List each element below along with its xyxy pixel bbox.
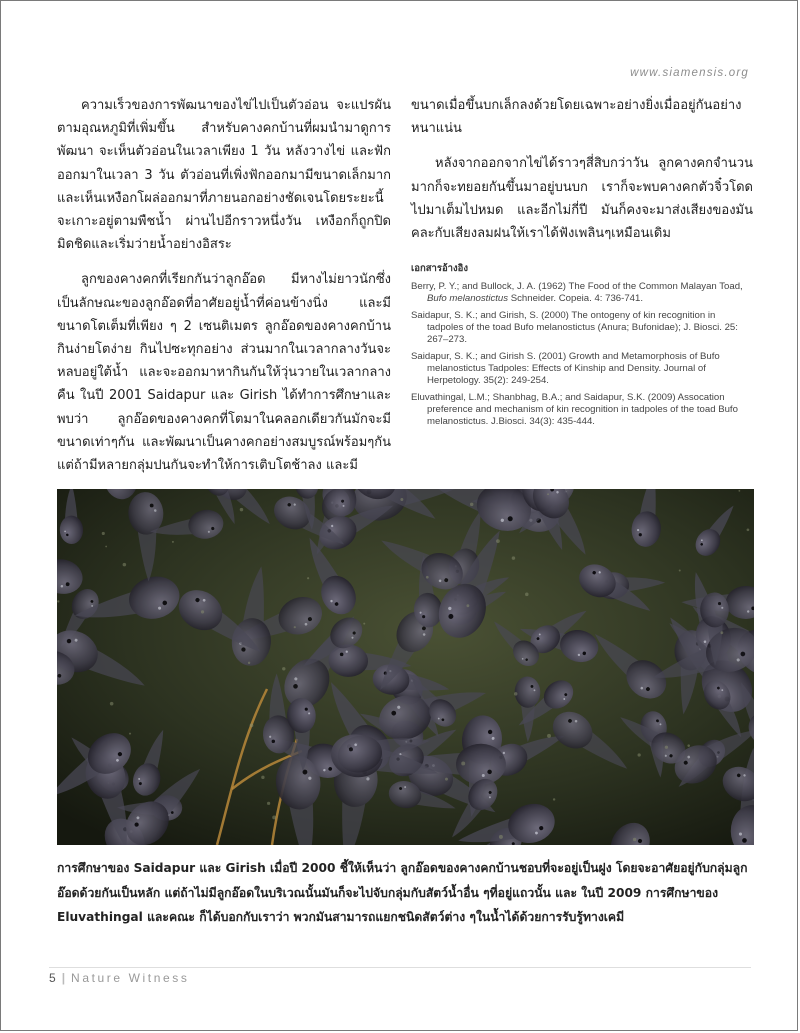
reference-text: Saidapur, S. K.; and Girish, S. (2000) The ontogeny of kin recognition in tadpoles of the toad Bufo melanostictus (Anura; Bufonidae); J. Biosci. 25: 267–273. — [411, 310, 738, 346]
water-particle — [547, 493, 549, 495]
water-particle — [248, 662, 250, 664]
tadpole-swarm-image — [57, 489, 754, 845]
water-particle — [512, 556, 515, 559]
water-particle — [747, 528, 750, 531]
footer-separator: | — [61, 971, 66, 985]
photo-caption: การศึกษาของ Saidapur และ Girish เมื่อปี 2000 ชี้ให้เห็นว่า ลูกอ๊อดของคางคกบ้านชอบที่จะอยู่เป็นฝูง โดยจะอาศัยอยู่กับกลุ่มลูกอ๊อดด้วยกันเป็นหลัก แต่ถ้าไม่มีลูกอ๊อดในบริเวณนั้นมันก็จะไปจับกลุ่มกับสัตว์น้ำอื่น ๆที่อยู่แถวนั้น และ ในปี 2009 การศึกษาของ Eluvathingal และคณะ ก็ได้บอกกับเราว่า พวกมันสามารถแยกชนิดสัตว์ต่าง ๆในน้ำได้ด้วยการรับรู้ทางเคมี — [57, 861, 748, 924]
water-particle — [261, 776, 264, 779]
water-particle — [105, 546, 107, 548]
water-particle — [525, 593, 529, 597]
water-particle — [250, 723, 254, 727]
water-particle — [129, 733, 131, 735]
reference-species-name: Bufo melanostictus — [427, 293, 509, 305]
page-number: 5 — [49, 971, 56, 985]
water-particle — [638, 753, 641, 756]
body-paragraph: หลังจากออกจากไข่ได้ราวๆสี่สิบกว่าวัน ลูกคางคกจำนวนมากก็จะทยอยกันขึ้นมาอยู่บนบก เราก็จะพบคางคกตัวจิ๋วโดดไปมาเต็มไปหมด และอีกไม่กี่ปี มันก็คงจะมาส่งเสียงของมันคละกับเสียงลมฝนให้เราได้ฟังเพลินๆเหมือนเดิม — [411, 156, 753, 242]
reference-item — [411, 281, 753, 305]
water-particle — [172, 541, 174, 543]
water-particle — [272, 815, 276, 819]
water-particle — [267, 802, 270, 805]
reference-item — [411, 310, 753, 346]
water-particle — [514, 692, 517, 695]
body-paragraph: ลูกของคางคกที่เรียกกันว่าลูกอ๊อด มีหางไม่ยาวนักซึ่งเป็นลักษณะของลูกอ๊อดที่อาศัยอยู่น้ำที่ค่อนข้างนิ่ง และมีขนาดโตเต็มที่เพียง ๆ 2 เซนติเมตร ลูกอ๊อดของคางคกบ้านกินง่ายโตง่าย กินไปซะทุกอย่าง ส่วนมากในเวลากลางวันจะหลบอยู่ใต้น้ำ และจะออกมาหากินกันให้วุ่นวายในเวลากลางคืน ในปี 2001 Saidapur และ Girish ได้ทำการศึกษาและพบว่า ลูกอ๊อดของคางคกที่โตมาในคลอกเดียวกันมักจะมีขนาดเท่าๆกัน และพัฒนาเป็นคางคกอย่างสมบูรณ์พร้อมๆกัน แต่ถ้ามีหลายกลุ่มปนกันจะทำให้การเติบโตช้าลง และมี — [57, 272, 391, 474]
reference-text: Eluvathingal, L.M.; Shanbhag, B.A.; and Saidapur, S.K. (2009) Assocation preference and mechanism of kin recognition in tadpoles of the toad Bufo melanostictus. J.Biosci. 34(3): 435-444. — [411, 392, 738, 428]
reference-text: Schneider. Copeia. 4: 736-741. — [508, 293, 644, 305]
water-particle — [466, 604, 469, 607]
body-paragraph: ความเร็วของการพัฒนาของไข่ไปเป็นตัวอ่อน จะแปรผันตามอุณหภูมิที่เพิ่มขึ้น สำหรับคางคกบ้านที่ผมนำมาดูการพัฒนา จะเห็นตัวอ่อนในเวลาเพียง 1 วัน หลังวางไข่ และฟักออกมาในเวลา 3 วัน ตัวอ่อนที่เพิ่งฟักออกมามีขนาดเล็กมากและเห็นเหงือกโผล่ออกมาที่ภายนอกอย่างชัดเจนโดยระยะนี้จะเกาะอยู่ตามพืชน้ำ ผ่านไปอีกราวหนึ่งวัน เหงือกก็ถูกปิดมิดชิดและเริ่มว่ายน้ำอย่างอิสระ — [57, 98, 391, 253]
water-particle — [282, 667, 285, 670]
water-particle — [547, 734, 551, 738]
references-list — [411, 281, 753, 428]
right-column — [411, 94, 753, 433]
water-particle — [110, 702, 114, 706]
references-heading: เอกสารอ้างอิง — [411, 263, 468, 275]
reference-text: Saidapur, S. K.; and Girish S. (2001) Growth and Metamorphosis of Bufo melanostictus Tadpoles: Effects of Kinship and Density. Journal of Herpetology. 35(2): 249-254. — [411, 351, 720, 387]
water-particle — [123, 563, 127, 567]
reference-item — [411, 392, 753, 428]
water-particle — [294, 626, 296, 628]
site-url[interactable]: www.siamensis.org — [630, 67, 749, 79]
tadpole-photo — [57, 489, 754, 845]
water-particle — [363, 623, 365, 625]
water-particle — [496, 539, 500, 543]
water-particle — [720, 631, 723, 634]
water-particle — [687, 744, 690, 747]
water-particle — [400, 498, 403, 501]
water-particle — [57, 600, 59, 602]
water-particle — [461, 762, 465, 766]
water-particle — [738, 490, 740, 492]
page-footer — [49, 967, 751, 985]
water-particle — [102, 532, 105, 535]
magazine-name: Nature Witness — [71, 971, 190, 985]
water-particle — [426, 576, 429, 579]
water-particle — [665, 746, 668, 749]
water-particle — [307, 577, 309, 579]
water-particle — [679, 570, 681, 572]
water-particle — [633, 838, 636, 841]
reference-text: Berry, P. Y.; and Bullock, J. A. (1962) The Food of the Common Malayan Toad, — [411, 281, 743, 293]
water-particle — [470, 503, 473, 506]
left-column — [57, 94, 391, 477]
water-particle — [445, 778, 448, 781]
water-particle — [499, 835, 503, 839]
water-particle — [553, 798, 555, 800]
water-particle — [201, 610, 204, 613]
body-paragraph-continuation: ขนาดเมื่อขึ้นบกเล็กลงด้วยโดยเฉพาะอย่างยิ่งเมื่ออยู่กันอย่างหนาแน่น — [411, 98, 742, 137]
water-particle — [240, 508, 243, 511]
reference-item — [411, 351, 753, 387]
